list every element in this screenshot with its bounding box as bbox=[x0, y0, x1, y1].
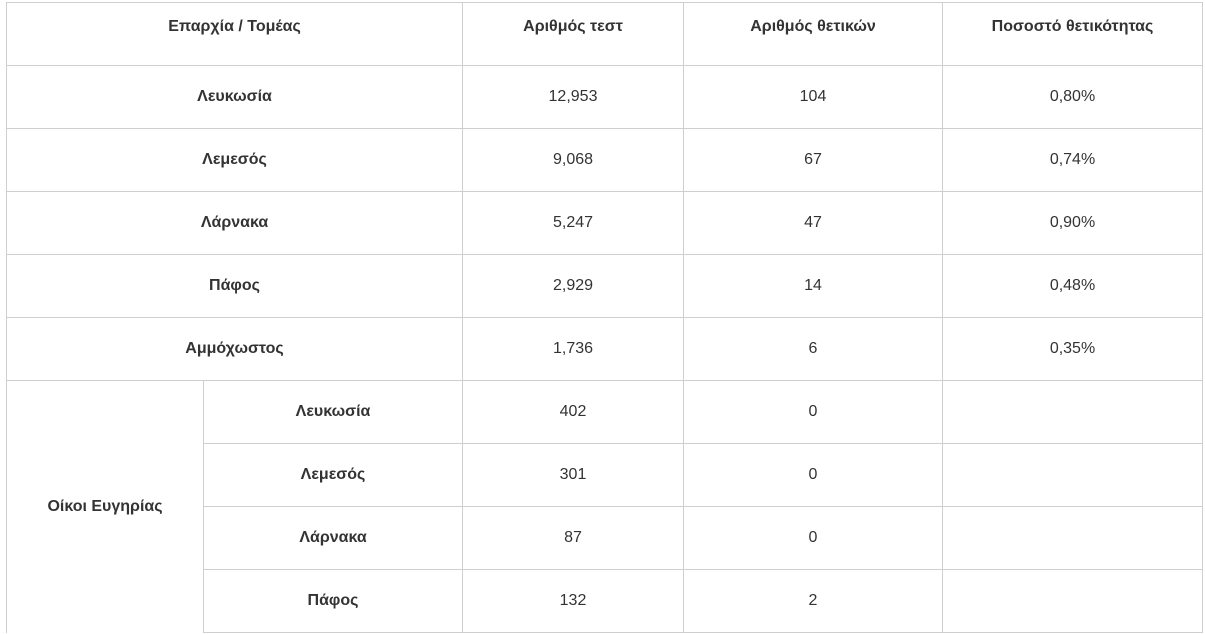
positives-cell: 47 bbox=[684, 192, 943, 255]
rate-cell: 0,35% bbox=[943, 318, 1203, 381]
subdistrict-cell: Λάρνακα bbox=[204, 507, 463, 570]
header-positives: Αριθμός θετικών bbox=[684, 3, 943, 66]
subdistrict-cell: Πάφος bbox=[204, 570, 463, 633]
district-cell: Λάρνακα bbox=[7, 192, 463, 255]
testing-results-table bbox=[6, 2, 1203, 633]
positives-cell: 0 bbox=[684, 444, 943, 507]
table-row bbox=[7, 255, 1203, 318]
positives-cell: 0 bbox=[684, 507, 943, 570]
tests-cell: 5,247 bbox=[463, 192, 684, 255]
rate-cell: 0,80% bbox=[943, 66, 1203, 129]
table-row bbox=[7, 318, 1203, 381]
tests-cell: 9,068 bbox=[463, 129, 684, 192]
header-district: Επαρχία / Τομέας bbox=[7, 3, 463, 66]
header-rate: Ποσοστό θετικότητας bbox=[943, 3, 1203, 66]
table-row bbox=[7, 66, 1203, 129]
rate-cell bbox=[943, 444, 1203, 507]
subdistrict-cell: Λευκωσία bbox=[204, 381, 463, 444]
tests-cell: 2,929 bbox=[463, 255, 684, 318]
district-cell: Πάφος bbox=[7, 255, 463, 318]
header-tests: Αριθμός τεστ bbox=[463, 3, 684, 66]
positives-cell: 14 bbox=[684, 255, 943, 318]
tests-cell: 1,736 bbox=[463, 318, 684, 381]
rate-cell: 0,90% bbox=[943, 192, 1203, 255]
rate-cell bbox=[943, 381, 1203, 444]
table-row bbox=[7, 381, 1203, 444]
tests-cell: 12,953 bbox=[463, 66, 684, 129]
district-cell: Λεμεσός bbox=[7, 129, 463, 192]
care-homes-group-label: Οίκοι Ευγηρίας bbox=[7, 381, 204, 633]
rate-cell bbox=[943, 507, 1203, 570]
district-cell: Αμμόχωστος bbox=[7, 318, 463, 381]
rate-cell bbox=[943, 570, 1203, 633]
header-row bbox=[7, 3, 1203, 66]
tests-cell: 402 bbox=[463, 381, 684, 444]
positives-cell: 0 bbox=[684, 381, 943, 444]
subdistrict-cell: Λεμεσός bbox=[204, 444, 463, 507]
positives-cell: 67 bbox=[684, 129, 943, 192]
positives-cell: 104 bbox=[684, 66, 943, 129]
tests-cell: 87 bbox=[463, 507, 684, 570]
district-cell: Λευκωσία bbox=[7, 66, 463, 129]
tests-cell: 132 bbox=[463, 570, 684, 633]
positives-cell: 2 bbox=[684, 570, 943, 633]
rate-cell: 0,74% bbox=[943, 129, 1203, 192]
positives-cell: 6 bbox=[684, 318, 943, 381]
tests-cell: 301 bbox=[463, 444, 684, 507]
table-row bbox=[7, 129, 1203, 192]
table-row bbox=[7, 192, 1203, 255]
rate-cell: 0,48% bbox=[943, 255, 1203, 318]
